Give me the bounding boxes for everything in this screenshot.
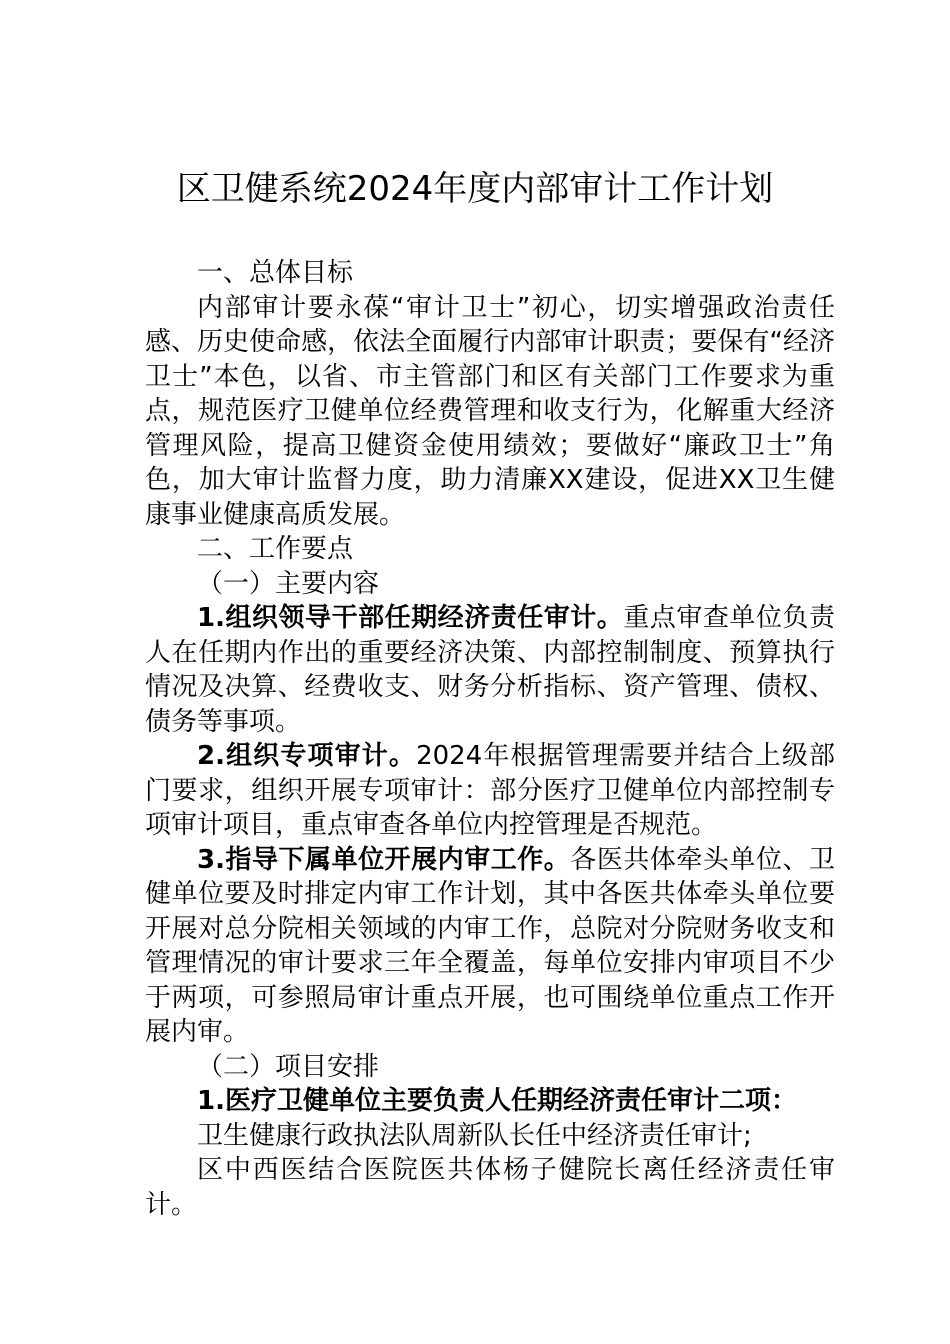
item-3-title: 3.指导下属单位开展内审工作。 (197, 844, 571, 875)
item-3-text: 各医共体牵头单位、卫健单位要及时排定内审工作计划，其中各医共体牵头单位要开展对总分院相关领域的内审工作，总院对分院财务收支和管理情况的审计要求三年全覆盖，每单位安排内审项目不少于两项，可参照局审计重点开展，也可围绕单位重点工作开展内审。 (145, 844, 835, 1047)
paragraph-overall-goal: 内部审计要永葆“审计卫士”初心，切实增强政治责任感、历史使命感，依法全面履行内部审计职责；要保有“经济卫士”本色，以省、市主管部门和区有关部门工作要求为重点，规范医疗卫健单位经费管理和收支行为，化解重大经济管理风险，提高卫健资金使用绩效；要做好“廉政卫士”角色，加大审计监督力度，助力清廉XX建设，促进XX卫生健康事业健康高质发展。 (145, 292, 835, 530)
document-body (145, 256, 835, 1222)
project-1-title: 1.医疗卫健单位主要负责人任期经济责任审计二项： (197, 1086, 797, 1116)
project-1-line-2: 区中西医结合医院医共体杨子健院长离任经济责任审计。 (145, 1155, 835, 1220)
paragraph-item-2 (145, 739, 835, 843)
project-1-line-1: 卫生健康行政执法队周新队长任中经济责任审计; (197, 1120, 752, 1151)
item-1-title: 1.组织领导干部任期经济责任审计。 (197, 603, 624, 633)
paragraph-item-3 (145, 843, 835, 1050)
item-2-text: 2024年根据管理需要并结合上级部门要求，组织开展专项审计：部分医疗卫健单位内部控制专项审计项目，重点审查各单位内控管理是否规范。 (145, 741, 836, 840)
item-2-title: 2.组织专项审计。 (197, 741, 417, 771)
subheading-main-content: （一）主要内容 (197, 568, 380, 599)
section-heading-overall-goal: 一、总体目标 (197, 258, 354, 288)
item-1-text: 重点审查单位负责人在任期内作出的重要经济决策、内部控制制度、预算执行情况及决算、经费收支、财务分析指标、资产管理、债权、债务等事项。 (145, 603, 835, 737)
document-title: 区卫健系统2024年度内部审计工作计划 (176, 169, 774, 209)
section-heading-work-points: 二、工作要点 (197, 534, 354, 564)
paragraph-item-1 (145, 601, 835, 739)
subheading-project-arrangement: （二）项目安排 (197, 1051, 380, 1082)
project-1-title-line (145, 1084, 835, 1119)
